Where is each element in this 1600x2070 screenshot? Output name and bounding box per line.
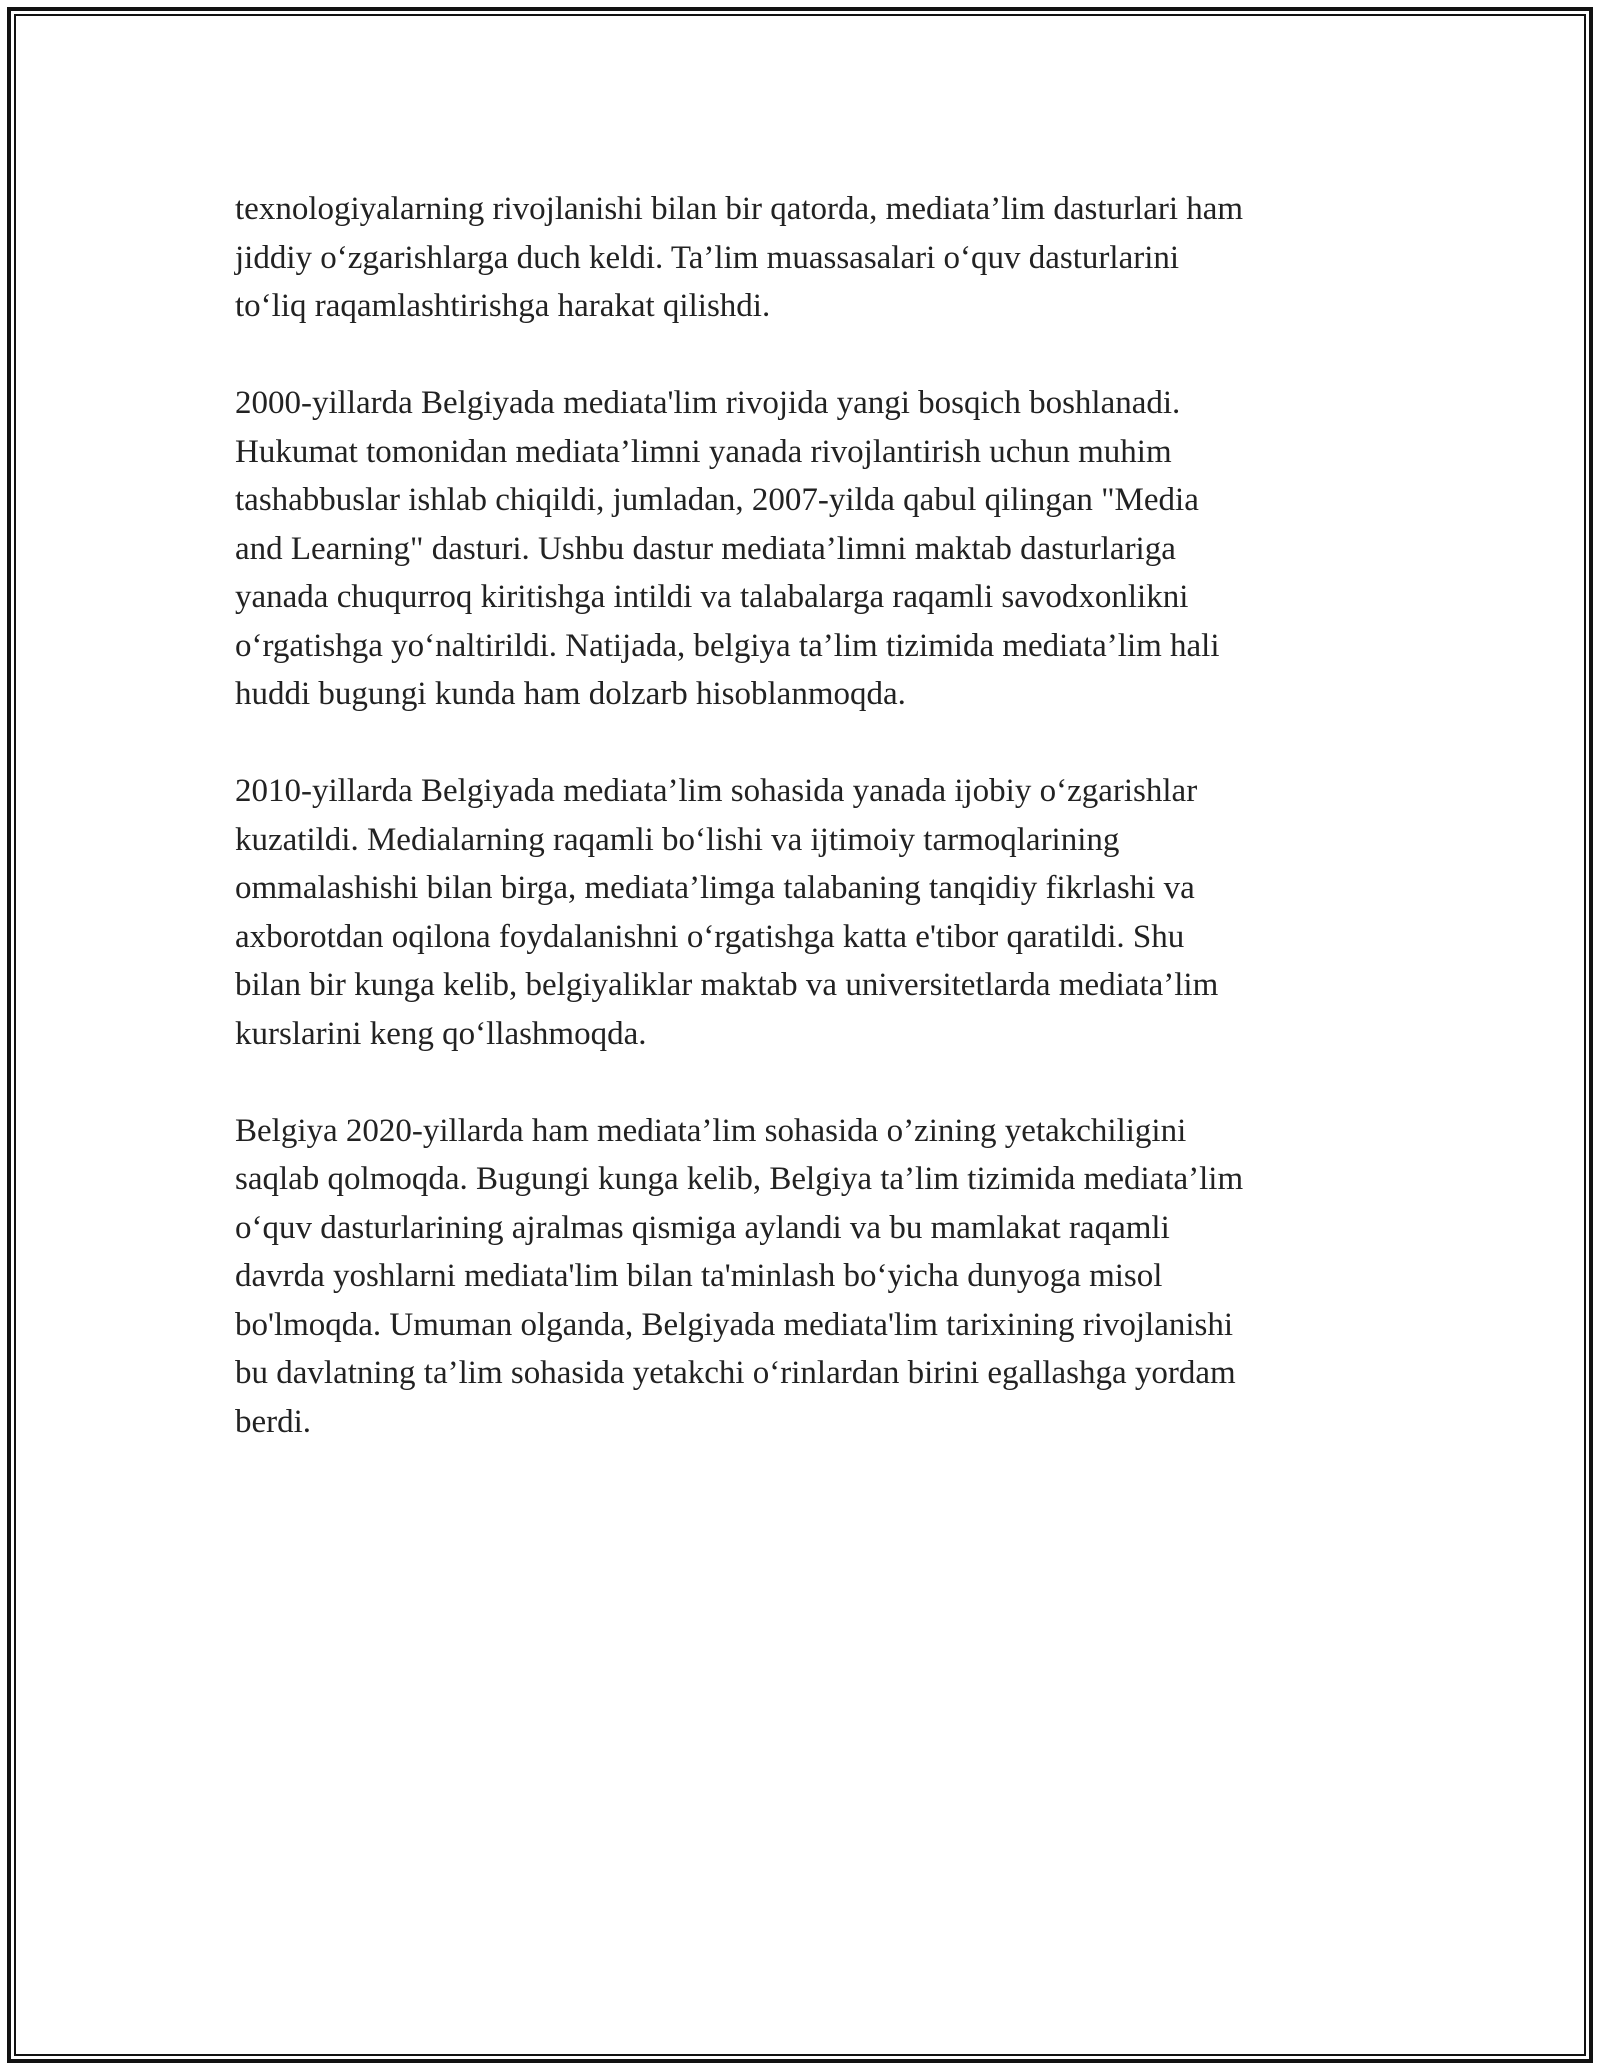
paragraph-4: Belgiya 2020-yillarda ham mediata’lim sohasida o’zining yetakchiligini saqlab qolmoqda. Bugungi kunga kelib, Belgiya ta’lim tizimida mediata’lim o‘quv dasturlarining ajralmas qismiga aylandi va bu mamlakat raqamli davrda yoshlarni mediata'lim bilan ta'minlash bo‘yicha dunyoga misol bo'lmoqda. Umuman olganda, Belgiyada mediata'lim tarixining rivojlanishi bu davlatning ta’lim sohasida yetakchi o‘rinlardan birini egallashga yordam berdi.: [235, 1112, 1244, 1440]
paragraph-1: texnologiyalarning rivojlanishi bilan bir qatorda, mediata’lim dasturlari ham jiddiy o‘zgarishlarga duch keldi. Ta’lim muassasalari o‘quv dasturlarini to‘liq raqamlashtirishga harakat qilishdi.: [235, 191, 1244, 324]
document-body: [235, 185, 1385, 1495]
paragraph-3: 2010-yillarda Belgiyada mediata’lim sohasida yanada ijobiy o‘zgarishlar kuzatildi. Medialarning raqamli bo‘lishi va ijtimoiy tarmoqlarining ommalashishi bilan birga, mediata’limga talabaning tanqidiy fikrlashi va axborotdan oqilona foydalanishni o‘rgatishga katta e'tibor qaratildi. Shu bilan bir kunga kelib, belgiyaliklar maktab va universitetlarda mediata’lim kurslarini keng qo‘llashmoqda.: [235, 773, 1219, 1052]
paragraph-2: 2000-yillarda Belgiyada mediata'lim rivojida yangi bosqich boshlanadi. Hukumat tomonidan mediata’limni yanada rivojlantirish uchun muhim tashabbuslar ishlab chiqildi, jumladan, 2007-yilda qabul qilingan "Media and Learning" dasturi. Ushbu dastur mediata’limni maktab dasturlariga yanada chuqurroq kiritishga intildi va talabalarga raqamli savodxonlikni o‘rgatishga yo‘naltirildi. Natijada, belgiya ta’lim tizimida mediata’lim hali huddi bugungi kunda ham dolzarb hisoblanmoqda.: [235, 385, 1220, 712]
